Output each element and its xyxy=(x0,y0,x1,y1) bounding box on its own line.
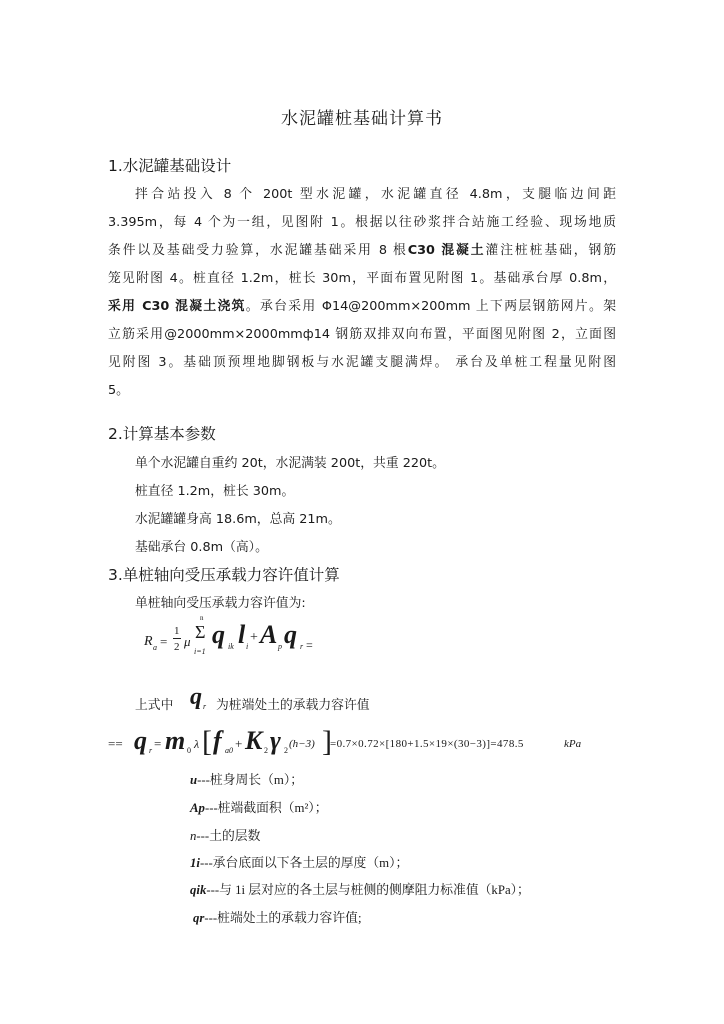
s1-line-5 xyxy=(108,295,616,314)
section-1-heading: 1.水泥罐基础设计 xyxy=(108,157,232,175)
f1-sum: Σ xyxy=(195,622,206,642)
def-u xyxy=(190,769,303,788)
def-u-symbol: u xyxy=(190,773,198,787)
def-Ap xyxy=(190,797,328,816)
def-n-symbol: n xyxy=(190,829,197,843)
f1-eq: = xyxy=(160,634,168,649)
def-li-text: ---承台底面以下各土层的厚度（m）； xyxy=(199,856,409,870)
def-li-symbol: 1i xyxy=(190,856,200,870)
f1-A-sub: p xyxy=(278,642,282,651)
where-label: 上式中 xyxy=(135,698,174,713)
f2-plus: + xyxy=(235,736,243,751)
s2-item-1: 单个水泥罐自重约 20t，水泥满装 200t，共重 220t。 xyxy=(135,456,445,471)
s2-item-2: 桩直径 1.2m，桩长 30m。 xyxy=(135,484,295,499)
f2-K-sub: 2 xyxy=(264,746,268,755)
def-n-text: ---土的层数 xyxy=(196,829,261,843)
s1-line-3 xyxy=(108,239,616,258)
f2-K: K xyxy=(245,726,263,755)
s2-item-4: 基础承台 0.8m（高）。 xyxy=(135,540,268,555)
f2-f-sub: a0 xyxy=(225,746,233,755)
f2-f: f xyxy=(213,726,222,755)
f2-m: m xyxy=(165,726,186,755)
f1-A: A xyxy=(260,620,278,649)
f1-sum-top: n xyxy=(200,614,204,622)
f1-plus: + xyxy=(250,630,258,645)
f1-mu: μ xyxy=(184,634,191,649)
where-symbol: q xyxy=(190,684,202,710)
s1-line-1: 拌合站投入 8 个 200t 型水泥罐，水泥罐直径 4.8m，支腿临边间距 xyxy=(135,187,616,202)
f1-qr-sub: r xyxy=(300,642,304,651)
s1-line-5-bold: 采用 C30 混凝土浇筑 xyxy=(108,299,246,314)
f2-gamma-sub: 2 xyxy=(284,746,288,755)
def-Ap-symbol: Ap xyxy=(190,801,205,815)
f2-unit: kPa xyxy=(564,738,582,750)
def-qr-symbol: qr xyxy=(193,911,205,925)
f1-l: l xyxy=(238,620,246,649)
def-qik-symbol: qik xyxy=(190,883,207,897)
where-text: 为桩端处土的承载力容许值 xyxy=(216,698,370,713)
document-title: 水泥罐桩基础计算书 xyxy=(281,109,443,129)
f2-lhs: q xyxy=(134,726,147,755)
f1-l-sub: i xyxy=(246,642,249,651)
s1-line-3-bold: C30 混凝土 xyxy=(407,243,486,258)
f1-R-sub: a xyxy=(153,643,157,652)
def-qr xyxy=(193,907,362,926)
f2-lhs-sub: r xyxy=(149,746,153,755)
formula-bearing-capacity xyxy=(144,616,344,666)
f1-frac-num: 1 xyxy=(174,625,180,637)
f1-tail: = xyxy=(306,638,313,652)
formula-tip-capacity xyxy=(108,726,608,760)
f2-m-sub: 0 xyxy=(187,746,191,755)
def-Ap-text: ---桩端截面积（m²）； xyxy=(204,801,328,815)
f2-rhs: =0.7×0.72×[180+1.5×19×(30−3)]=478.5 xyxy=(330,738,524,750)
s1-line-3-b: 灌注桩桩基础，钢筋 xyxy=(485,243,617,258)
s3-intro: 单桩轴向受压承载力容许值为: xyxy=(135,596,306,611)
section-3-heading: 3.单桩轴向受压承载力容许值计算 xyxy=(108,566,340,584)
f1-qr: q xyxy=(284,620,297,649)
where-symbol-sub: r xyxy=(203,702,207,711)
f2-eq: = xyxy=(154,736,162,751)
f2-gamma: γ xyxy=(270,726,281,755)
f1-R: R xyxy=(144,634,153,649)
f2-lambda: λ xyxy=(194,737,200,751)
s1-line-2: 3.395m，每 4 个为一组，见图附 1。根据以往砂浆拌合站施工经验、现场地质 xyxy=(108,215,616,230)
f1-q-sub: ik xyxy=(228,642,234,651)
def-u-text: ---桩身周长（m）； xyxy=(197,773,304,787)
s1-line-5-b: 。承台采用 Φ14@200mm×200mm 上下两层钢筋网片。架 xyxy=(245,299,616,314)
def-li xyxy=(190,852,408,871)
s1-line-7: 见附图 3。基础顶预埋地脚钢板与水泥罐支腿满焊。 承台及单桩工程量见附图 xyxy=(108,355,616,370)
f2-bracket-close: ] xyxy=(322,725,332,758)
s1-line-6: 立筋采用@2000mm×2000mmф14 钢筋双排双向布置，平面图见附图 2，立面图 xyxy=(108,327,616,342)
f1-frac-bar xyxy=(173,638,181,639)
s2-item-3: 水泥罐罐身高 18.6m，总高 21m。 xyxy=(135,512,341,527)
f2-bracket-open: [ xyxy=(202,725,212,758)
s1-line-4: 笼见附图 4。桩直径 1.2m，桩长 30m，平面布置见附图 1。基础承台厚 0.8m， xyxy=(108,271,616,286)
def-qik-text: ---与 1i 层对应的各土层与桩侧的侧摩阻力标准值（kPa）； xyxy=(206,883,530,897)
s1-line-8: 5。 xyxy=(108,383,129,398)
section-2-heading: 2.计算基本参数 xyxy=(108,425,216,443)
f2-prefix: == xyxy=(108,736,123,751)
def-qik xyxy=(190,879,530,898)
def-n xyxy=(190,825,260,844)
f1-q: q xyxy=(212,620,225,649)
f1-sum-bot: i=1 xyxy=(194,647,206,656)
s1-line-3-a: 条件以及基础受力验算，水泥罐基础采用 8 根 xyxy=(108,243,408,258)
f1-frac-den: 2 xyxy=(174,641,180,653)
f2-h-term: (h−3) xyxy=(289,738,315,750)
def-qr-text: ---桩端处土的承载力容许值; xyxy=(204,911,362,925)
